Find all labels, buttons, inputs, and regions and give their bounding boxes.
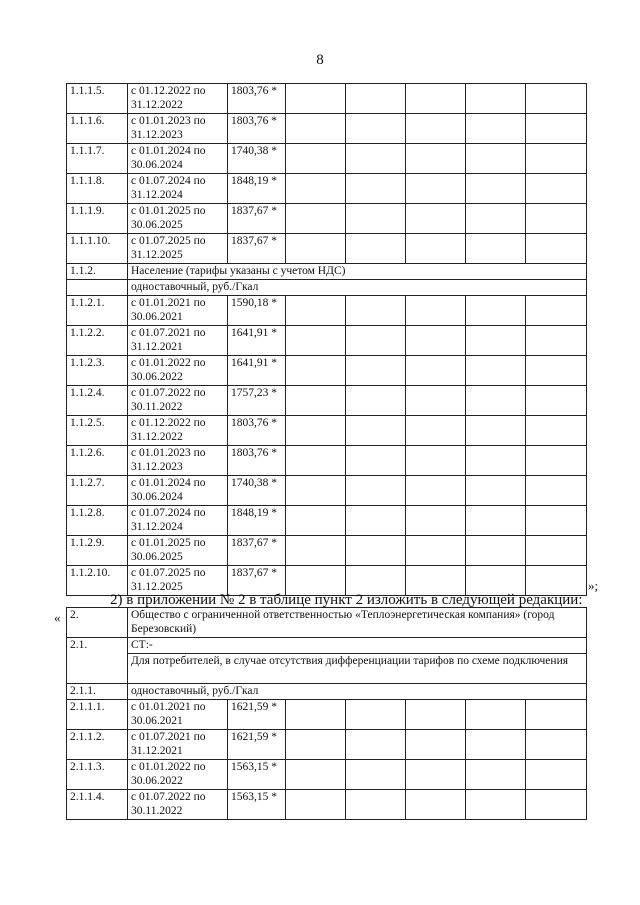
row-code: 1.1.1.7. <box>67 144 128 174</box>
empty-cell <box>406 84 466 114</box>
empty-cell <box>526 326 587 356</box>
empty-cell <box>406 536 466 566</box>
row-code: 1.1.2.10. <box>67 566 128 596</box>
empty-cell <box>466 114 526 144</box>
row-code: 1.1.1.10. <box>67 234 128 264</box>
table-row <box>67 326 587 356</box>
empty-cell <box>466 84 526 114</box>
empty-cell <box>406 476 466 506</box>
empty-cell <box>406 760 466 790</box>
row-period: с 01.01.2022 по 30.06.2022 <box>128 760 228 790</box>
empty-cell <box>526 790 587 820</box>
table-row <box>67 476 587 506</box>
table-row <box>67 506 587 536</box>
empty-cell <box>346 730 406 760</box>
empty-cell <box>466 700 526 730</box>
row-code: 1.1.1.6. <box>67 114 128 144</box>
empty-cell <box>526 566 587 596</box>
subheading-row <box>67 280 587 296</box>
empty-cell <box>526 506 587 536</box>
empty-cell <box>346 566 406 596</box>
empty-cell <box>466 174 526 204</box>
empty-cell <box>466 566 526 596</box>
empty-cell <box>526 204 587 234</box>
empty-cell <box>466 356 526 386</box>
row-tariff-value: 1837,67 * <box>228 566 286 596</box>
empty-cell <box>346 174 406 204</box>
row-code: 1.1.1.8. <box>67 174 128 204</box>
section-row <box>67 654 587 684</box>
empty-cell <box>346 204 406 234</box>
empty-cell <box>466 204 526 234</box>
table-row <box>67 416 587 446</box>
row-tariff-value: 1641,91 * <box>228 326 286 356</box>
empty-cell <box>406 386 466 416</box>
row-period: с 01.07.2021 по 31.12.2021 <box>128 326 228 356</box>
row-tariff-value: 1803,76 * <box>228 84 286 114</box>
empty-cell <box>286 476 346 506</box>
empty-cell <box>286 790 346 820</box>
row-tariff-value: 1803,76 * <box>228 114 286 144</box>
row-code: 2.1.1.1. <box>67 700 128 730</box>
row-period: с 01.07.2025 по 31.12.2025 <box>128 566 228 596</box>
empty-cell <box>466 296 526 326</box>
row-tariff-value: 1563,15 * <box>228 760 286 790</box>
empty-cell <box>526 446 587 476</box>
row-period: с 01.12.2022 по 31.12.2022 <box>128 416 228 446</box>
row-code: 1.1.2.7. <box>67 476 128 506</box>
table-row <box>67 234 587 264</box>
empty-cell <box>406 204 466 234</box>
empty-cell <box>286 760 346 790</box>
row-period: с 01.01.2022 по 30.06.2022 <box>128 356 228 386</box>
empty-cell <box>286 144 346 174</box>
empty-cell <box>526 416 587 446</box>
empty-cell <box>526 296 587 326</box>
row-tariff-value: 1848,19 * <box>228 506 286 536</box>
empty-cell <box>466 730 526 760</box>
empty-cell <box>406 506 466 536</box>
row-tariff-value: 1803,76 * <box>228 416 286 446</box>
row-tariff-value: 1803,76 * <box>228 446 286 476</box>
empty-cell <box>406 790 466 820</box>
empty-cell <box>286 174 346 204</box>
subheading-row <box>67 684 587 700</box>
row-tariff-value: 1740,38 * <box>228 476 286 506</box>
row-period: с 01.01.2025 по 30.06.2025 <box>128 536 228 566</box>
table-row <box>67 356 587 386</box>
empty-cell <box>406 356 466 386</box>
empty-cell <box>466 476 526 506</box>
empty-cell <box>286 700 346 730</box>
empty-cell <box>286 446 346 476</box>
row-period: с 01.07.2024 по 31.12.2024 <box>128 506 228 536</box>
row-code: 1.1.2.2. <box>67 326 128 356</box>
table-row <box>67 204 587 234</box>
row-period: с 01.07.2022 по 30.11.2022 <box>128 790 228 820</box>
empty-cell <box>466 536 526 566</box>
row-code: 2.1.1. <box>67 684 128 700</box>
table-row <box>67 144 587 174</box>
table-row <box>67 760 587 790</box>
table-row <box>67 114 587 144</box>
empty-cell <box>526 144 587 174</box>
empty-cell <box>526 476 587 506</box>
row-period: с 01.01.2024 по 30.06.2024 <box>128 476 228 506</box>
empty-cell <box>406 446 466 476</box>
row-tariff-value: 1563,15 * <box>228 790 286 820</box>
table-row <box>67 700 587 730</box>
empty-cell <box>406 326 466 356</box>
table-row <box>67 790 587 820</box>
table-row <box>67 566 587 596</box>
row-code: 2.1.1.2. <box>67 730 128 760</box>
row-tariff-value: 1740,38 * <box>228 144 286 174</box>
empty-cell <box>526 84 587 114</box>
empty-cell <box>406 700 466 730</box>
empty-cell <box>466 416 526 446</box>
section-description: Для потребителей, в случае отсутствия дифференциации тарифов по схеме подключения <box>128 654 587 684</box>
empty-cell <box>346 356 406 386</box>
empty-cell <box>406 114 466 144</box>
empty-cell <box>406 144 466 174</box>
page-number: 8 <box>316 52 324 68</box>
row-period: с 01.12.2022 по 31.12.2022 <box>128 84 228 114</box>
row-tariff-value: 1848,19 * <box>228 174 286 204</box>
empty-cell <box>286 536 346 566</box>
row-code: 1.1.2.5. <box>67 416 128 446</box>
row-period: с 01.07.2024 по 31.12.2024 <box>128 174 228 204</box>
row-code: 2.1.1.3. <box>67 760 128 790</box>
row-code <box>67 280 128 296</box>
row-period: с 01.01.2023 по 31.12.2023 <box>128 446 228 476</box>
table-row <box>67 174 587 204</box>
empty-cell <box>286 84 346 114</box>
empty-cell <box>526 114 587 144</box>
subheading-text: одноставочный, руб./Гкал <box>128 684 587 700</box>
row-tariff-value: 1837,67 * <box>228 234 286 264</box>
empty-cell <box>466 326 526 356</box>
row-code: 1.1.2.6. <box>67 446 128 476</box>
empty-cell <box>286 386 346 416</box>
empty-cell <box>406 730 466 760</box>
row-code: 1.1.2.3. <box>67 356 128 386</box>
empty-cell <box>466 446 526 476</box>
empty-cell <box>466 760 526 790</box>
empty-cell <box>466 234 526 264</box>
empty-cell <box>406 566 466 596</box>
empty-cell <box>346 760 406 790</box>
table-row <box>67 296 587 326</box>
subheading-text: одноставочный, руб./Гкал <box>128 280 587 296</box>
empty-cell <box>346 296 406 326</box>
empty-cell <box>526 536 587 566</box>
empty-cell <box>346 506 406 536</box>
empty-cell <box>346 700 406 730</box>
row-tariff-value: 1621,59 * <box>228 700 286 730</box>
row-code: 2.1. <box>67 638 128 684</box>
row-tariff-value: 1837,67 * <box>228 204 286 234</box>
empty-cell <box>346 234 406 264</box>
row-tariff-value: 1837,67 * <box>228 536 286 566</box>
row-code: 1.1.2. <box>67 264 128 280</box>
section-row <box>67 608 587 638</box>
empty-cell <box>286 204 346 234</box>
empty-cell <box>526 234 587 264</box>
empty-cell <box>526 174 587 204</box>
row-code: 1.1.2.8. <box>67 506 128 536</box>
row-code: 1.1.2.1. <box>67 296 128 326</box>
empty-cell <box>346 114 406 144</box>
row-code: 1.1.1.5. <box>67 84 128 114</box>
row-code: 2.1.1.4. <box>67 790 128 820</box>
row-tariff-value: 1641,91 * <box>228 356 286 386</box>
empty-cell <box>286 296 346 326</box>
row-tariff-value: 1757,23 * <box>228 386 286 416</box>
section-title: Население (тарифы указаны с учетом НДС) <box>128 264 587 280</box>
empty-cell <box>526 760 587 790</box>
row-period: с 01.07.2021 по 31.12.2021 <box>128 730 228 760</box>
row-code: 1.1.2.4. <box>67 386 128 416</box>
empty-cell <box>526 356 587 386</box>
section-title: СТ:- <box>128 638 587 654</box>
empty-cell <box>286 234 346 264</box>
empty-cell <box>286 356 346 386</box>
section-row <box>67 264 587 280</box>
amendment-instruction: 2) в приложении № 2 в таблице пункт 2 изложить в следующей редакции: <box>110 592 583 608</box>
empty-cell <box>466 790 526 820</box>
row-code: 2. <box>67 608 128 638</box>
empty-cell <box>346 144 406 174</box>
row-period: с 01.01.2023 по 31.12.2023 <box>128 114 228 144</box>
empty-cell <box>406 296 466 326</box>
table-row <box>67 84 587 114</box>
empty-cell <box>286 326 346 356</box>
empty-cell <box>406 174 466 204</box>
empty-cell <box>466 144 526 174</box>
row-period: с 01.07.2022 по 30.11.2022 <box>128 386 228 416</box>
empty-cell <box>286 416 346 446</box>
empty-cell <box>346 84 406 114</box>
empty-cell <box>466 506 526 536</box>
empty-cell <box>346 326 406 356</box>
table-row <box>67 386 587 416</box>
row-code: 1.1.2.9. <box>67 536 128 566</box>
empty-cell <box>346 386 406 416</box>
empty-cell <box>346 536 406 566</box>
empty-cell <box>286 506 346 536</box>
empty-cell <box>286 114 346 144</box>
empty-cell <box>526 700 587 730</box>
empty-cell <box>286 566 346 596</box>
row-tariff-value: 1590,18 * <box>228 296 286 326</box>
row-period: с 01.01.2021 по 30.06.2021 <box>128 700 228 730</box>
section-title: Общество с ограниченной ответственностью «Теплоэнергетическая компания» (город Березовский) <box>128 608 587 638</box>
empty-cell <box>346 790 406 820</box>
tariff-table-2 <box>66 607 587 820</box>
row-period: с 01.07.2025 по 31.12.2025 <box>128 234 228 264</box>
empty-cell <box>346 476 406 506</box>
empty-cell <box>406 416 466 446</box>
closing-quote: »; <box>588 578 599 593</box>
table-row <box>67 446 587 476</box>
empty-cell <box>466 386 526 416</box>
empty-cell <box>526 386 587 416</box>
row-period: с 01.01.2021 по 30.06.2021 <box>128 296 228 326</box>
table-row <box>67 730 587 760</box>
empty-cell <box>346 446 406 476</box>
empty-cell <box>346 416 406 446</box>
opening-quote: « <box>54 610 61 625</box>
row-code: 1.1.1.9. <box>67 204 128 234</box>
section-row <box>67 638 587 654</box>
row-period: с 01.01.2025 по 30.06.2025 <box>128 204 228 234</box>
empty-cell <box>406 234 466 264</box>
empty-cell <box>286 730 346 760</box>
table-row <box>67 536 587 566</box>
row-tariff-value: 1621,59 * <box>228 730 286 760</box>
empty-cell <box>526 730 587 760</box>
tariff-table-1 <box>66 83 587 596</box>
row-period: с 01.01.2024 по 30.06.2024 <box>128 144 228 174</box>
